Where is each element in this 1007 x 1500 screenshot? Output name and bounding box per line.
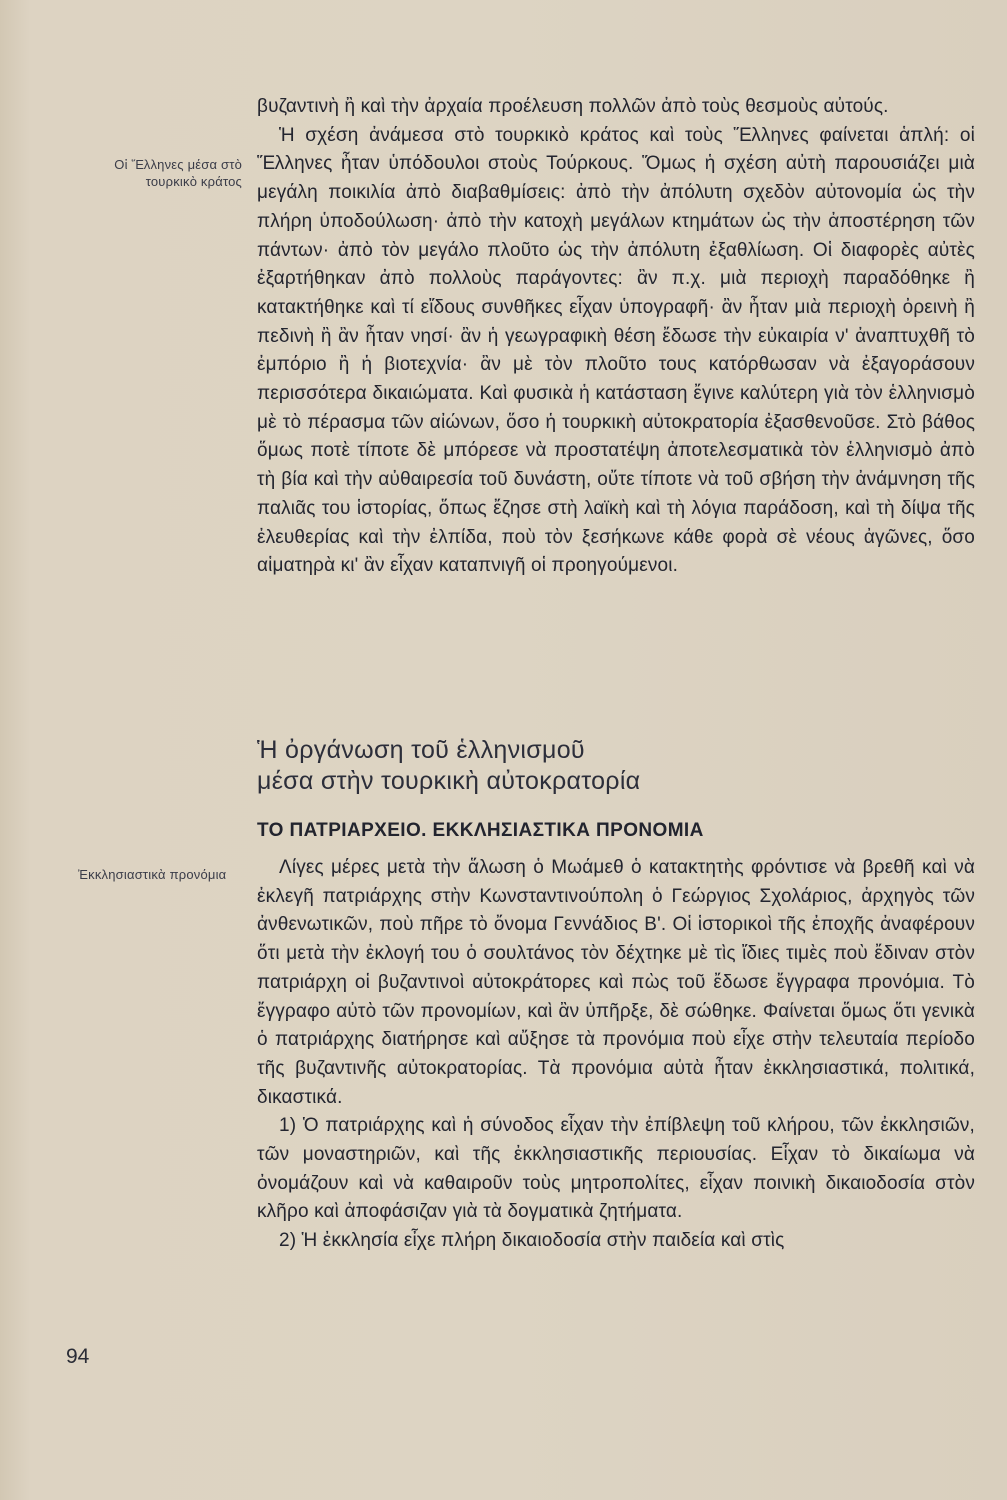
paragraph-continuation: βυζαντινὴ ἢ καὶ τὴν ἀρχαία προέλευση πολλῶν ἀπὸ τοὺς θεσμοὺς αὐτούς. [257,96,889,117]
top-text-block [257,93,975,581]
paragraph-privilege-1: 1) Ὁ πατριάρχης καὶ ἡ σύνοδος εἶχαν τὴν ἐπίβλεψη τοῦ κλήρου, τῶν ἐκκλησιῶν, τῶν μοναστηριῶν, καὶ τῆς ἐκκλησιαστικῆς περιουσίας. Εἶχαν τὸ δικαίωμα νὰ ὀνομάζουν καὶ νὰ καθαιροῦν τοὺς μητροπολίτες, εἶχαν ποινικὴ δικαιοδοσία στὸν κλῆρο καὶ ἀποφάσιζαν γιὰ τὰ δογματικὰ ζητήματα. [257,1115,975,1223]
subheading-patriarchate: ΤΟ ΠΑΤΡΙΑΡΧΕΙΟ. ΕΚΚΛΗΣΙΑΣΤΙΚΑ ΠΡΟΝΟΜΙΑ [257,820,704,841]
paragraph-patriarch-election: Λίγες μέρες μετὰ τὴν ἅλωση ὁ Μωάμεθ ὁ κατακτητὴς φρόντισε νὰ βρεθῆ καὶ νὰ ἐκλεγῆ πατριάρχης στὴν Κωνσταντινούπολη ὁ Γεώργιος Σχολάριος, ἀρχηγὸς τῶν ἀνθενωτικῶν, ποὺ πῆρε τὸ ὄνομα Γεννάδιος Β'. Οἱ ἱστορικοὶ τῆς ἐποχῆς ἀναφέρουν ὅτι μετὰ τὴν ἐκλογή του ὁ σουλτάνος τὸν δέχτηκε μὲ τὶς ἴδιες τιμὲς ποὺ ἔδιναν στὸν πατριάρχη οἱ βυζαντινοὶ αὐτοκράτορες καὶ πὼς τοῦ ἔδωσε ἔγγραφα προνόμια. Τὸ ἔγγραφο αὐτὸ τῶν προνομίων, καὶ ἂν ὑπῆρξε, δὲ σώθηκε. Φαίνεται ὅμως ὅτι γενικὰ ὁ πατριάρχης διατήρησε καὶ αὔξησε τὰ προνόμια ποὺ εἶχε στὴν τελευταία περίοδο τῆς βυζαντινῆς αὐτοκρατορίας. Τὰ προνόμια αὐτὰ ἦταν ἐκκλησιαστικά, πολιτικά, δικαστικά. [257,857,975,1108]
section-heading-line-2: μέσα στὴν τουρκικὴ αὐτοκρατορία [257,767,641,795]
margin-note-ecclesiastical-privileges: Ἐκκλησιαστικὰ προνόμια [78,867,227,882]
paragraph-greeks-relation: Ἡ σχέση ἀνάμεσα στὸ τουρκικὸ κράτος καὶ τοὺς Ἕλληνες φαίνεται ἁπλή: οἱ Ἕλληνες ἦταν ὑπόδουλοι στοὺς Τούρκους. Ὅμως ἡ σχέση αὐτὴ παρουσιάζει μιὰ μεγάλη ποικιλία ἀπὸ διαβαθμίσεις: ἀπὸ τὴν ἀπόλυτη σχεδὸν αὐτονομία ὡς τὴν πλήρη ὑποδούλωση· ἀπὸ τὴν κατοχὴ μεγάλων κτημάτων ὡς τὴν ἀποστέρηση τῶν πάντων· ἀπὸ τὸν μεγάλο πλοῦτο ὡς τὴν ἀπόλυτη ἐξαθλίωση. Οἱ διαφορὲς αὐτὲς ἐξαρτήθηκαν ἀπὸ πολλοὺς παράγοντες: ἂν π.χ. μιὰ περιοχὴ παραδόθηκε ἢ κατακτήθηκε καὶ τί εἴδους συνθῆκες εἶχαν ὑπογραφῆ· ἂν ἦταν μιὰ περιοχὴ ὀρεινὴ ἢ πεδινὴ ἢ ἂν ἦταν νησί· ἂν ἡ γεωγραφικὴ θέση ἔδωσε τὴν εὐκαιρία ν' ἀναπτυχθῆ τὸ ἐμπόριο ἢ ἡ βιοτεχνία· ἂν μὲ τὸν πλοῦτο τους κατόρθωσαν νὰ ἐξαγοράσουν περισσότερα δικαιώματα. Καὶ φυσικὰ ἡ κατάσταση ἔγινε καλύτερη γιὰ τὸν ἑλληνισμὸ μὲ τὸ πέρασμα τῶν αἰώνων, ὅσο ἡ τουρκικὴ αὐτοκρατορία ἐξασθενοῦσε. Στὸ βάθος ὅμως ποτὲ τίποτε δὲ μπόρεσε νὰ προστατέψη ἀποτελεσματικὰ τὸν ἑλληνισμὸ ἀπὸ τὴ βία καὶ τὴν αὐθαιρεσία τοῦ δυνάστη, οὔτε τίποτε νὰ τοῦ σβήση τὴν ἀνάμνηση τῆς παλιᾶς του ἱστορίας, ὅπως ἔζησε στὴ λαϊκὴ καὶ τὴ λόγια παράδοση, καὶ τὴ δίψα τῆς ἐλευθερίας καὶ τὴν ἐλπίδα, ποὺ τὸν ξεσήκωνε κάθε φορὰ σὲ νέους ἀγῶνες, ὅσο αἱματηρὰ κι' ἂν εἶχαν καταπνιγῆ οἱ προηγούμενοι. [257,124,975,577]
paragraph-privilege-2: 2) Ἡ ἐκκλησία εἶχε πλήρη δικαιοδοσία στὴν παιδεία καὶ στὶς [279,1230,785,1252]
section-heading [257,735,975,797]
margin-note-greeks-in-turkish-state: Οἱ Ἕλληνες μέσα στὸ τουρκικὸ κράτος [114,157,242,189]
page-number: 94 [66,1345,90,1368]
bottom-text-block [257,854,975,1256]
section-heading-line-1: Ἡ ὀργάνωση τοῦ ἑλληνισμοῦ [257,736,585,764]
